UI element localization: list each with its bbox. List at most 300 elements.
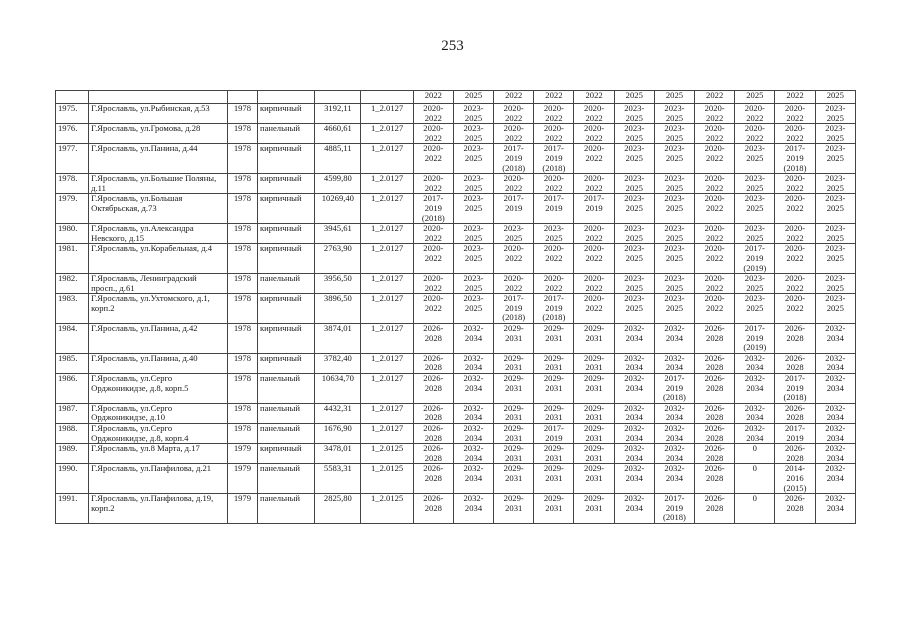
table-row xyxy=(56,104,856,124)
repair-period-cell: 2020-2022 xyxy=(413,104,453,124)
build-year-cell: 1978 xyxy=(227,324,257,354)
repair-period-cell: 2020-2022 xyxy=(574,174,614,194)
build-year-cell: 1978 xyxy=(227,174,257,194)
address-cell: Г.Ярославль, ул.8 Марта, д.17 xyxy=(89,444,228,464)
table-row xyxy=(56,274,856,294)
repair-period-cell: 2023-2025 xyxy=(614,104,654,124)
table-row xyxy=(56,244,856,274)
repair-period-cell: 2023-2025 xyxy=(614,274,654,294)
address-cell: Г.Ярославль, ул.Серго Орджоникидзе, д.8, корп.4 xyxy=(89,424,228,444)
repair-period-cell: 2023-2025 xyxy=(654,144,694,174)
repair-period-cell: 2023-2025 xyxy=(494,224,534,244)
repair-period-cell: 2020-2022 xyxy=(695,124,735,144)
row-number-cell: 1983. xyxy=(56,294,89,324)
header-empty-cell xyxy=(227,91,257,104)
repair-period-cell: 2023-2025 xyxy=(735,144,775,174)
repair-period-cell: 2023-2025 xyxy=(453,124,493,144)
repair-period-cell: 2020-2022 xyxy=(735,124,775,144)
repair-period-cell: 2026-2028 xyxy=(695,444,735,464)
repair-period-cell: 2023-2025 xyxy=(735,274,775,294)
repair-period-cell: 2026-2028 xyxy=(775,353,815,373)
repair-period-cell: 2023-2025 xyxy=(654,174,694,194)
area-cell: 10634,70 xyxy=(315,374,361,404)
repair-period-cell: 2020-2022 xyxy=(494,104,534,124)
table-row xyxy=(56,464,856,494)
repair-period-cell: 2017-2019 (2018) xyxy=(534,294,574,324)
repair-period-cell: 2020-2022 xyxy=(695,244,735,274)
repair-period-cell: 2026-2028 xyxy=(695,424,735,444)
repair-period-cell: 2023-2025 xyxy=(453,174,493,194)
address-cell: Г.Ярославль, Ленинградский просп., д.61 xyxy=(89,274,228,294)
code-cell: 1_2.0127 xyxy=(361,274,413,294)
repair-period-cell: 2029-2031 xyxy=(574,324,614,354)
area-cell: 2825,80 xyxy=(315,494,361,524)
row-number-cell: 1988. xyxy=(56,424,89,444)
repair-period-cell: 2032-2034 xyxy=(735,403,775,423)
repair-period-cell: 2020-2022 xyxy=(695,294,735,324)
wall-material-cell: кирпичный xyxy=(257,244,314,274)
repair-period-cell: 0 xyxy=(735,464,775,494)
repair-period-cell: 2017-2019 xyxy=(534,424,574,444)
repair-period-cell: 2023-2025 xyxy=(815,194,855,224)
row-number-cell: 1976. xyxy=(56,124,89,144)
repair-period-cell: 2026-2028 xyxy=(695,353,735,373)
repair-period-cell: 2020-2022 xyxy=(735,104,775,124)
build-year-cell: 1979 xyxy=(227,494,257,524)
row-number-cell: 1981. xyxy=(56,244,89,274)
area-cell: 3874,01 xyxy=(315,324,361,354)
repair-period-cell: 2023-2025 xyxy=(453,224,493,244)
repair-period-cell: 2020-2022 xyxy=(413,174,453,194)
repair-period-cell: 2032-2034 xyxy=(614,324,654,354)
table-row xyxy=(56,144,856,174)
repair-period-cell: 2026-2028 xyxy=(413,403,453,423)
repair-period-cell: 2026-2028 xyxy=(775,444,815,464)
repair-period-cell: 2020-2022 xyxy=(534,244,574,274)
repair-period-cell: 2020-2022 xyxy=(775,224,815,244)
repair-period-cell: 2032-2034 xyxy=(815,464,855,494)
area-cell: 5583,31 xyxy=(315,464,361,494)
repair-period-cell: 2020-2022 xyxy=(534,274,574,294)
repair-period-cell: 2023-2025 xyxy=(453,144,493,174)
address-cell: Г.Ярославль, ул.Рыбинская, д.53 xyxy=(89,104,228,124)
repair-period-cell: 2029-2031 xyxy=(534,353,574,373)
repair-period-cell: 2023-2025 xyxy=(815,144,855,174)
repair-period-cell: 2020-2022 xyxy=(775,274,815,294)
wall-material-cell: кирпичный xyxy=(257,294,314,324)
wall-material-cell: панельный xyxy=(257,374,314,404)
repair-period-cell: 2032-2034 xyxy=(815,444,855,464)
code-cell: 1_2.0127 xyxy=(361,174,413,194)
repair-period-cell: 2029-2031 xyxy=(494,374,534,404)
repair-period-cell: 2029-2031 xyxy=(494,444,534,464)
code-cell: 1_2.0127 xyxy=(361,403,413,423)
row-number-cell: 1979. xyxy=(56,194,89,224)
repair-period-cell: 2020-2022 xyxy=(534,174,574,194)
repair-period-cell: 2026-2028 xyxy=(413,324,453,354)
wall-material-cell: кирпичный xyxy=(257,324,314,354)
header-period-cell: 2022 xyxy=(413,91,453,104)
area-cell: 1676,90 xyxy=(315,424,361,444)
repair-period-cell: 2032-2034 xyxy=(815,424,855,444)
wall-material-cell: панельный xyxy=(257,494,314,524)
repair-period-cell: 2029-2031 xyxy=(494,464,534,494)
code-cell: 1_2.0127 xyxy=(361,244,413,274)
header-empty-cell xyxy=(56,91,89,104)
repair-period-cell: 2020-2022 xyxy=(574,274,614,294)
build-year-cell: 1978 xyxy=(227,104,257,124)
code-cell: 1_2.0127 xyxy=(361,374,413,404)
address-cell: Г.Ярославль, ул.Серго Орджоникидзе, д.10 xyxy=(89,403,228,423)
repair-period-cell: 2023-2025 xyxy=(735,224,775,244)
row-number-cell: 1975. xyxy=(56,104,89,124)
repair-period-cell: 2026-2028 xyxy=(695,324,735,354)
area-cell: 10269,40 xyxy=(315,194,361,224)
repair-period-cell: 2017-2019 xyxy=(494,194,534,224)
repair-period-cell: 2032-2034 xyxy=(815,403,855,423)
area-cell: 4885,11 xyxy=(315,144,361,174)
wall-material-cell: панельный xyxy=(257,424,314,444)
repair-period-cell: 2026-2028 xyxy=(413,494,453,524)
repair-period-cell: 2017-2019 (2018) xyxy=(494,144,534,174)
repair-period-cell: 2020-2022 xyxy=(695,104,735,124)
repair-period-cell: 2032-2034 xyxy=(614,424,654,444)
row-number-cell: 1987. xyxy=(56,403,89,423)
code-cell: 1_2.0127 xyxy=(361,194,413,224)
repair-period-cell: 2017-2019 (2018) xyxy=(654,374,694,404)
wall-material-cell: панельный xyxy=(257,274,314,294)
table-row xyxy=(56,324,856,354)
wall-material-cell: кирпичный xyxy=(257,353,314,373)
build-year-cell: 1978 xyxy=(227,353,257,373)
repair-period-cell: 2032-2034 xyxy=(453,464,493,494)
repair-period-cell: 2020-2022 xyxy=(775,104,815,124)
repair-period-cell: 2032-2034 xyxy=(654,403,694,423)
repair-period-cell: 2023-2025 xyxy=(735,194,775,224)
repair-period-cell: 2029-2031 xyxy=(494,494,534,524)
repair-period-cell: 2023-2025 xyxy=(654,224,694,244)
repair-period-cell: 2017-2019 (2019) xyxy=(735,324,775,354)
repair-period-cell: 2032-2034 xyxy=(453,353,493,373)
repair-period-cell: 2023-2025 xyxy=(614,144,654,174)
code-cell: 1_2.0127 xyxy=(361,324,413,354)
repair-period-cell: 2020-2022 xyxy=(695,144,735,174)
build-year-cell: 1978 xyxy=(227,294,257,324)
table-row xyxy=(56,194,856,224)
repair-period-cell: 2023-2025 xyxy=(735,294,775,324)
table-row xyxy=(56,174,856,194)
area-cell: 4432,31 xyxy=(315,403,361,423)
repair-period-cell: 2020-2022 xyxy=(695,224,735,244)
area-cell: 4599,80 xyxy=(315,174,361,194)
repair-period-cell: 2032-2034 xyxy=(453,424,493,444)
repair-period-cell: 2032-2034 xyxy=(815,494,855,524)
code-cell: 1_2.0127 xyxy=(361,124,413,144)
table-row xyxy=(56,424,856,444)
code-cell: 1_2.0127 xyxy=(361,224,413,244)
build-year-cell: 1978 xyxy=(227,144,257,174)
repair-period-cell: 2026-2028 xyxy=(413,353,453,373)
repair-period-cell: 2023-2025 xyxy=(534,224,574,244)
header-empty-cell xyxy=(257,91,314,104)
repair-period-cell: 2023-2025 xyxy=(735,174,775,194)
build-year-cell: 1978 xyxy=(227,424,257,444)
repair-period-cell: 2020-2022 xyxy=(695,194,735,224)
build-year-cell: 1978 xyxy=(227,374,257,404)
repair-period-cell: 2026-2028 xyxy=(695,374,735,404)
repair-period-cell: 2020-2022 xyxy=(494,124,534,144)
repair-period-cell: 2032-2034 xyxy=(735,374,775,404)
repair-period-cell: 2020-2022 xyxy=(775,174,815,194)
repair-period-cell: 0 xyxy=(735,444,775,464)
row-number-cell: 1990. xyxy=(56,464,89,494)
repair-period-cell: 2029-2031 xyxy=(534,494,574,524)
repair-period-cell: 2017-2019 (2018) xyxy=(534,144,574,174)
repair-period-cell: 2023-2025 xyxy=(453,294,493,324)
header-empty-cell xyxy=(361,91,413,104)
repair-period-cell: 2023-2025 xyxy=(654,194,694,224)
repair-period-cell: 2017-2019 xyxy=(574,194,614,224)
repair-period-cell: 2017-2019 (2018) xyxy=(494,294,534,324)
header-period-cell: 2025 xyxy=(614,91,654,104)
code-cell: 1_2.0127 xyxy=(361,424,413,444)
repair-period-cell: 2029-2031 xyxy=(574,403,614,423)
repair-period-cell: 2032-2034 xyxy=(614,403,654,423)
repair-period-cell: 2029-2031 xyxy=(534,403,574,423)
repair-period-cell: 2020-2022 xyxy=(413,124,453,144)
repair-period-cell: 2029-2031 xyxy=(494,424,534,444)
build-year-cell: 1978 xyxy=(227,224,257,244)
repair-period-cell: 2023-2025 xyxy=(654,294,694,324)
header-empty-cell xyxy=(89,91,228,104)
repair-period-cell: 2023-2025 xyxy=(815,294,855,324)
repair-period-cell: 2026-2028 xyxy=(695,494,735,524)
build-year-cell: 1978 xyxy=(227,124,257,144)
table-row xyxy=(56,374,856,404)
build-year-cell: 1979 xyxy=(227,444,257,464)
repair-period-cell: 2032-2034 xyxy=(614,374,654,404)
build-year-cell: 1978 xyxy=(227,244,257,274)
area-cell: 4660,61 xyxy=(315,124,361,144)
code-cell: 1_2.0127 xyxy=(361,144,413,174)
build-year-cell: 1978 xyxy=(227,194,257,224)
table-row xyxy=(56,444,856,464)
code-cell: 1_2.0125 xyxy=(361,464,413,494)
repair-period-cell: 2020-2022 xyxy=(775,194,815,224)
wall-material-cell: панельный xyxy=(257,464,314,494)
repair-period-cell: 2029-2031 xyxy=(534,444,574,464)
repair-period-cell: 2026-2028 xyxy=(775,403,815,423)
repair-period-cell: 2020-2022 xyxy=(574,144,614,174)
repair-period-cell: 2023-2025 xyxy=(815,124,855,144)
repair-period-cell: 2029-2031 xyxy=(574,424,614,444)
table-row xyxy=(56,124,856,144)
area-cell: 3782,40 xyxy=(315,353,361,373)
repair-period-cell: 2020-2022 xyxy=(534,104,574,124)
repair-period-cell: 2029-2031 xyxy=(574,494,614,524)
repair-period-cell: 2020-2022 xyxy=(413,144,453,174)
repair-period-cell: 2023-2025 xyxy=(654,274,694,294)
repair-period-cell: 2029-2031 xyxy=(574,353,614,373)
repair-period-cell: 2020-2022 xyxy=(574,104,614,124)
repair-period-cell: 2023-2025 xyxy=(453,104,493,124)
header-period-cell: 2025 xyxy=(453,91,493,104)
repair-period-cell: 2029-2031 xyxy=(574,374,614,404)
wall-material-cell: кирпичный xyxy=(257,444,314,464)
repair-period-cell: 2023-2025 xyxy=(453,194,493,224)
area-cell: 3192,11 xyxy=(315,104,361,124)
repair-period-cell: 2020-2022 xyxy=(574,224,614,244)
header-period-cell: 2025 xyxy=(815,91,855,104)
repair-period-cell: 2032-2034 xyxy=(453,324,493,354)
repair-period-cell: 2017-2019 xyxy=(534,194,574,224)
wall-material-cell: кирпичный xyxy=(257,194,314,224)
repair-period-cell: 2029-2031 xyxy=(494,324,534,354)
area-cell: 3956,50 xyxy=(315,274,361,294)
wall-material-cell: кирпичный xyxy=(257,104,314,124)
repair-period-cell: 2026-2028 xyxy=(413,444,453,464)
repair-period-cell: 2029-2031 xyxy=(494,403,534,423)
repair-period-cell: 2020-2022 xyxy=(574,294,614,324)
row-number-cell: 1980. xyxy=(56,224,89,244)
repair-period-cell: 2020-2022 xyxy=(775,244,815,274)
table-row xyxy=(56,494,856,524)
repair-period-cell: 2020-2022 xyxy=(534,124,574,144)
repair-period-cell: 2020-2022 xyxy=(494,174,534,194)
header-period-cell: 2022 xyxy=(574,91,614,104)
repair-period-cell: 2029-2031 xyxy=(574,444,614,464)
area-cell: 2763,90 xyxy=(315,244,361,274)
repair-period-cell: 2032-2034 xyxy=(815,324,855,354)
header-period-cell: 2022 xyxy=(494,91,534,104)
repair-period-cell: 2014-2016 (2015) xyxy=(775,464,815,494)
address-cell: Г.Ярославль, ул.Панфилова, д.21 xyxy=(89,464,228,494)
repair-period-cell: 2029-2031 xyxy=(494,353,534,373)
table-row xyxy=(56,294,856,324)
wall-material-cell: кирпичный xyxy=(257,144,314,174)
header-period-cell: 2025 xyxy=(735,91,775,104)
address-cell: Г.Ярославль, ул.Громова, д.28 xyxy=(89,124,228,144)
repair-period-cell: 2029-2031 xyxy=(534,324,574,354)
repair-period-cell: 2020-2022 xyxy=(695,274,735,294)
repair-period-cell: 2032-2034 xyxy=(614,464,654,494)
repair-period-cell: 2023-2025 xyxy=(614,174,654,194)
code-cell: 1_2.0127 xyxy=(361,353,413,373)
area-cell: 3945,61 xyxy=(315,224,361,244)
repair-period-cell: 2032-2034 xyxy=(614,353,654,373)
repair-period-cell: 2020-2022 xyxy=(413,294,453,324)
repair-period-cell: 2023-2025 xyxy=(614,194,654,224)
row-number-cell: 1986. xyxy=(56,374,89,404)
code-cell: 1_2.0127 xyxy=(361,104,413,124)
row-number-cell: 1977. xyxy=(56,144,89,174)
header-period-cell: 2022 xyxy=(695,91,735,104)
code-cell: 1_2.0125 xyxy=(361,494,413,524)
repair-period-cell: 2032-2034 xyxy=(453,494,493,524)
repair-period-cell: 2026-2028 xyxy=(413,374,453,404)
address-cell: Г.Ярославль, ул.Александра Невского, д.15 xyxy=(89,224,228,244)
table-header-row xyxy=(56,91,856,104)
repair-period-cell: 2026-2028 xyxy=(775,494,815,524)
repair-period-cell: 2032-2034 xyxy=(735,353,775,373)
repair-period-cell: 2020-2022 xyxy=(775,124,815,144)
repair-period-cell: 2020-2022 xyxy=(413,224,453,244)
address-cell: Г.Ярославль, ул.Корабельная, д.4 xyxy=(89,244,228,274)
repair-period-cell: 2032-2034 xyxy=(453,374,493,404)
repair-period-cell: 2017-2019 (2018) xyxy=(775,144,815,174)
repair-period-cell: 2023-2025 xyxy=(654,244,694,274)
wall-material-cell: кирпичный xyxy=(257,174,314,194)
repair-period-cell: 2026-2028 xyxy=(413,464,453,494)
address-cell: Г.Ярославль, ул.Серго Орджоникидзе, д.8, корп.5 xyxy=(89,374,228,404)
wall-material-cell: панельный xyxy=(257,124,314,144)
repair-period-cell: 2020-2022 xyxy=(695,174,735,194)
repair-period-cell: 2026-2028 xyxy=(695,464,735,494)
header-period-cell: 2022 xyxy=(775,91,815,104)
address-cell: Г.Ярославль, ул.Большая Октябрьская, д.73 xyxy=(89,194,228,224)
repair-period-cell: 2023-2025 xyxy=(815,224,855,244)
code-cell: 1_2.0125 xyxy=(361,444,413,464)
address-cell: Г.Ярославль, ул.Большие Поляны, д.11 xyxy=(89,174,228,194)
repair-period-cell: 2017-2019 (2018) xyxy=(775,374,815,404)
wall-material-cell: панельный xyxy=(257,403,314,423)
repair-period-cell: 2032-2034 xyxy=(735,424,775,444)
repair-period-cell: 2023-2025 xyxy=(815,104,855,124)
repair-period-cell: 2020-2022 xyxy=(775,294,815,324)
area-cell: 3896,50 xyxy=(315,294,361,324)
repair-period-cell: 2023-2025 xyxy=(654,124,694,144)
table-row xyxy=(56,224,856,244)
repair-period-cell: 2017-2019 xyxy=(775,424,815,444)
address-cell: Г.Ярославль, ул.Панфилова, д.19, корп.2 xyxy=(89,494,228,524)
table-row xyxy=(56,403,856,423)
repair-period-cell: 2032-2034 xyxy=(654,464,694,494)
repair-period-cell: 2023-2025 xyxy=(614,294,654,324)
area-cell: 3478,01 xyxy=(315,444,361,464)
repair-period-cell: 2017-2019 (2018) xyxy=(413,194,453,224)
repair-period-cell: 2020-2022 xyxy=(413,274,453,294)
repair-period-cell: 2023-2025 xyxy=(654,104,694,124)
address-cell: Г.Ярославль, ул.Панина, д.40 xyxy=(89,353,228,373)
repair-period-cell: 2023-2025 xyxy=(614,224,654,244)
repair-period-cell: 2032-2034 xyxy=(654,353,694,373)
build-year-cell: 1978 xyxy=(227,403,257,423)
code-cell: 1_2.0127 xyxy=(361,294,413,324)
repair-period-cell: 2023-2025 xyxy=(453,274,493,294)
repair-period-cell: 2032-2034 xyxy=(453,403,493,423)
row-number-cell: 1982. xyxy=(56,274,89,294)
repair-period-cell: 0 xyxy=(735,494,775,524)
address-cell: Г.Ярославль, ул.Панина, д.44 xyxy=(89,144,228,174)
row-number-cell: 1989. xyxy=(56,444,89,464)
header-period-cell: 2022 xyxy=(534,91,574,104)
repair-period-cell: 2020-2022 xyxy=(574,244,614,274)
repair-period-cell: 2020-2022 xyxy=(494,244,534,274)
row-number-cell: 1991. xyxy=(56,494,89,524)
row-number-cell: 1985. xyxy=(56,353,89,373)
repair-period-cell: 2023-2025 xyxy=(815,244,855,274)
repair-period-cell: 2026-2028 xyxy=(695,403,735,423)
repair-period-cell: 2029-2031 xyxy=(534,374,574,404)
repair-period-cell: 2032-2034 xyxy=(654,424,694,444)
wall-material-cell: кирпичный xyxy=(257,224,314,244)
address-cell: Г.Ярославль, ул.Ухтомского, д.1, корп.2 xyxy=(89,294,228,324)
header-empty-cell xyxy=(315,91,361,104)
repair-period-cell: 2032-2034 xyxy=(614,494,654,524)
repair-period-cell: 2020-2022 xyxy=(413,244,453,274)
header-period-cell: 2025 xyxy=(654,91,694,104)
build-year-cell: 1978 xyxy=(227,274,257,294)
